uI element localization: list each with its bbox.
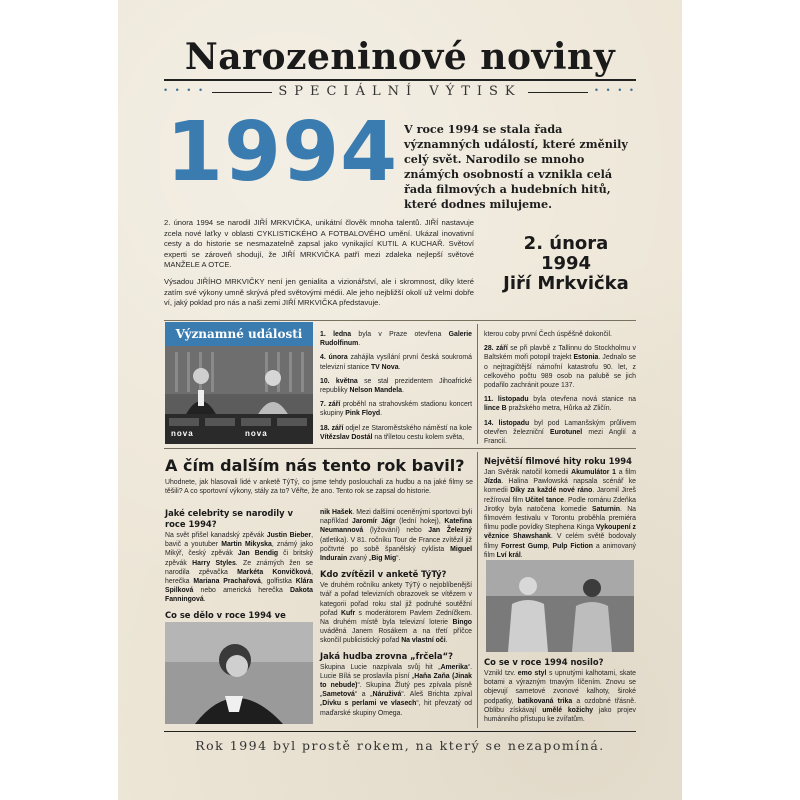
sport-title: Co se dělo v roce 1994 ve bbox=[165, 609, 286, 620]
divider-top bbox=[164, 320, 636, 321]
films-title: Největší filmové hity roku 1994 bbox=[484, 456, 632, 466]
event-item: 1. ledna byla v Praze otevřena Galerie Rudolfinum. bbox=[320, 331, 472, 348]
footer-text: Rok 1994 byl prostě rokem, na který se nezapomíná. bbox=[195, 738, 605, 753]
event-item: 28. září se při plavbě z Tallinnu do Stockholmu v Baltském moři potopil trajekt Estonia. Jednalo se o nejtragičtější námořní katastrofu 90. let, z celkového počtu 989 osob na palubě se jich podařilo zachránit pouze 137. bbox=[484, 345, 636, 390]
event-item: 18. září odjel ze Staroměstského náměstí na kole Vítězslav Dostál na tříletou cestu kolem světa, bbox=[320, 424, 472, 441]
newspaper-page bbox=[118, 0, 682, 800]
tyty-text: Ve druhém ročníku ankety TýTý o nejoblíbenější tvář a pořad televizních obrazovek se vítězem v kategorii pořad roku stal již podruhé soutěžní pořad Kufr s moderátorem Pavlem Zedníčkem. Na druhém místě byla televizní loterie Bingo uváděná Janem Rosákem a na třetí příčce skončil publicistický pořad Na vlastní oči. bbox=[320, 582, 472, 645]
birthday-article bbox=[164, 218, 474, 315]
tv-nova-photo bbox=[165, 346, 313, 444]
divider-vertical-bottom bbox=[477, 452, 478, 728]
fun-headline: A čím dalším nás tento rok bavil? bbox=[165, 456, 465, 475]
celebs-text: Na svět přišel kanadský zpěvák Justin Bieber, bavič a youtuber Martin Mikyska, známý jako Mikýř, český zpěvák Jan Bendig či britský zpěvák Harry Styles. Ze známých žen se narodila zpěvačka Markéta Konvičková, herečka Mariana Prachařová, golfistka Klára Spilková nebo americká herečka Dakota Fanningová. bbox=[165, 532, 314, 604]
film-still-illustration bbox=[486, 560, 634, 652]
fun-lead: Uhodnete, jak hlasovali lidé v anketě TýTý, co jsme tehdy poslouchali za hudbu a na jaké filmy se těšili? A co sportovní výkony, stály za to? Věřte, že ano. Tento rok se zapsal do historie. bbox=[165, 479, 473, 496]
tyty-title: Kdo zvítězil v anketě TýTý? bbox=[320, 569, 447, 580]
masthead-title: Narozeninové noviny bbox=[184, 36, 616, 78]
masthead-rule bbox=[164, 79, 636, 81]
dots-left: • • • • bbox=[164, 85, 206, 95]
event-item: 10. května se stal prezidentem Jihoafrické republiky Nelson Mandela. bbox=[320, 377, 473, 395]
films-text: Jan Svěrák natočil komedii Akumulátor 1 a film Jízda. Halina Pawlowská napsala scénář ke komedii Díky za každé nové ráno. Jaromil Jireš režíroval film Učitel tance. Podle románu Zdeňka Jirotky byla natočena komedie Saturnin. Na filmovém festivalu v Torontu proběhla premiéra filmu podle povídky Stephena Kinga Vykoupení z věznice Shawshank. V celém světě bodovaly filmy Forrest Gump, Pulp Fiction a animovaný film Lví král. bbox=[484, 469, 637, 559]
events-column-1 bbox=[320, 330, 472, 447]
film-photo bbox=[486, 560, 634, 652]
birthday-date-line1: 2. února bbox=[523, 233, 609, 254]
intro-text: V roce 1994 se stala řada významných událostí, které změnily celý svět. Narodilo se mnoho známých osobností a vznikla celá řada filmových a hudebních hitů, které dodnes milujeme. bbox=[404, 122, 628, 211]
subtitle-row bbox=[164, 83, 636, 103]
footer-rule bbox=[164, 731, 636, 732]
music-text: Skupina Lucie nazpívala svůj hit „Amerika“. Lucie Bílá se proslavila písní „Haňa Zaňa (Jinak to nebude)“. Skupina Žlutý pes zpívala písně „Sametová“ a „Náruživá“. Aleš Brichta zpíval „Dívku s perlami ve vlasech“, hit převzatý od maďarské skupiny Omega. bbox=[320, 663, 472, 717]
nova-logo: nova bbox=[245, 429, 268, 438]
events-title: Významné události bbox=[165, 322, 313, 346]
music-title: Jaká hudba zrovna „frčela“? bbox=[320, 650, 453, 661]
event-item: 4. února zahájila vysílání první česká soukromá televizní stanice TV Nova. bbox=[320, 354, 473, 371]
divider-vertical-events bbox=[477, 324, 478, 444]
event-item: 14. listopadu byl pod Lamanšským průlivem otevřen železniční Eurotunel mezi Anglií a Francií. bbox=[484, 419, 637, 446]
hockey-photo bbox=[165, 622, 313, 724]
divider-middle bbox=[164, 448, 636, 449]
middle-column bbox=[320, 508, 472, 718]
birthday-paragraph: 2. února 1994 se narodil JIŘÍ MRKVIČKA, unikátní člověk mnoha talentů. JIŘÍ nastavuje zcela nové laťky v oblasti CYKLISTICKÉHO A FOTBALOVÉHO umění. Ukázal inovativní cesty a do historie se nesmazatelně zapsal jako vynikající KUTIL A KUCHAŘ. Světoví experti se zároveň shodují, že JIŘÍ MRKVIČKA patří mezi zdaleka nejlepší světové MANŽELE A OTCE. bbox=[164, 218, 474, 270]
hockey-player-illustration bbox=[165, 622, 313, 724]
birthday-date-line2: 1994 bbox=[540, 253, 592, 274]
films-section bbox=[484, 456, 636, 560]
event-item: kterou coby první Čech úspěšně dokončil. bbox=[484, 331, 612, 338]
subtitle-rule-right bbox=[528, 92, 588, 93]
event-item: 7. září proběhl na strahovském stadionu koncert skupiny Pink Floyd. bbox=[320, 401, 472, 418]
events-column-2 bbox=[484, 330, 636, 451]
sport-text-b: nik Hašek. Mezi dalšími oceněnými sportovci byli například Jaromír Jágr (lední hokej), Kateřina Neumannová (lyžování) nebo Jan Železný (atletika). V 81. ročníku Tour de France zvítězil již počtvrté po sobě španělský cyklista Miguel Indurain zvaný „Big Mig“. bbox=[320, 509, 472, 563]
birthday-name: Jiří Mrkvička bbox=[503, 273, 629, 294]
fashion-text: Vznikl tzv. emo styl s upnutými kalhotami, skate botami a výrazným tmavým líčením. Znovu se objevují sametové zvonové kalhoty, široké podpatky, batikovaná trika a ozdobné třásně. Oblibu získávají umělé kožichy jako projev humánního přístupu ke zvířatům. bbox=[484, 670, 636, 724]
big-year: 1994 bbox=[166, 105, 399, 200]
dots-right: • • • • bbox=[594, 85, 636, 95]
fashion-title: Co se v roce 1994 nosilo? bbox=[484, 657, 604, 667]
celebs-title: Jaké celebrity se narodily v roce 1994? bbox=[165, 508, 293, 529]
subtitle-rule-left bbox=[212, 92, 272, 93]
subtitle: SPECIÁLNÍ VÝTISK bbox=[278, 84, 522, 99]
birthday-paragraph: Výsadou JIŘÍHO MRKVIČKY není jen genialita a vizionářství, ale i skromnost, díky které zatím své výkony umně skrývá před světovými médii. Ale jeho nejbližší okolí už velmi dobře ví, jaký poklad pro nás a naši zemi JIŘÍ MRKVIČKA představuje. bbox=[164, 276, 474, 308]
event-item: 11. listopadu byla otevřena nová stanice na lince B pražského metra, Hůrka až Zličín. bbox=[484, 396, 636, 413]
birthday-callout bbox=[480, 234, 652, 294]
nova-logo: nova bbox=[171, 429, 194, 438]
fashion-section bbox=[484, 657, 636, 724]
